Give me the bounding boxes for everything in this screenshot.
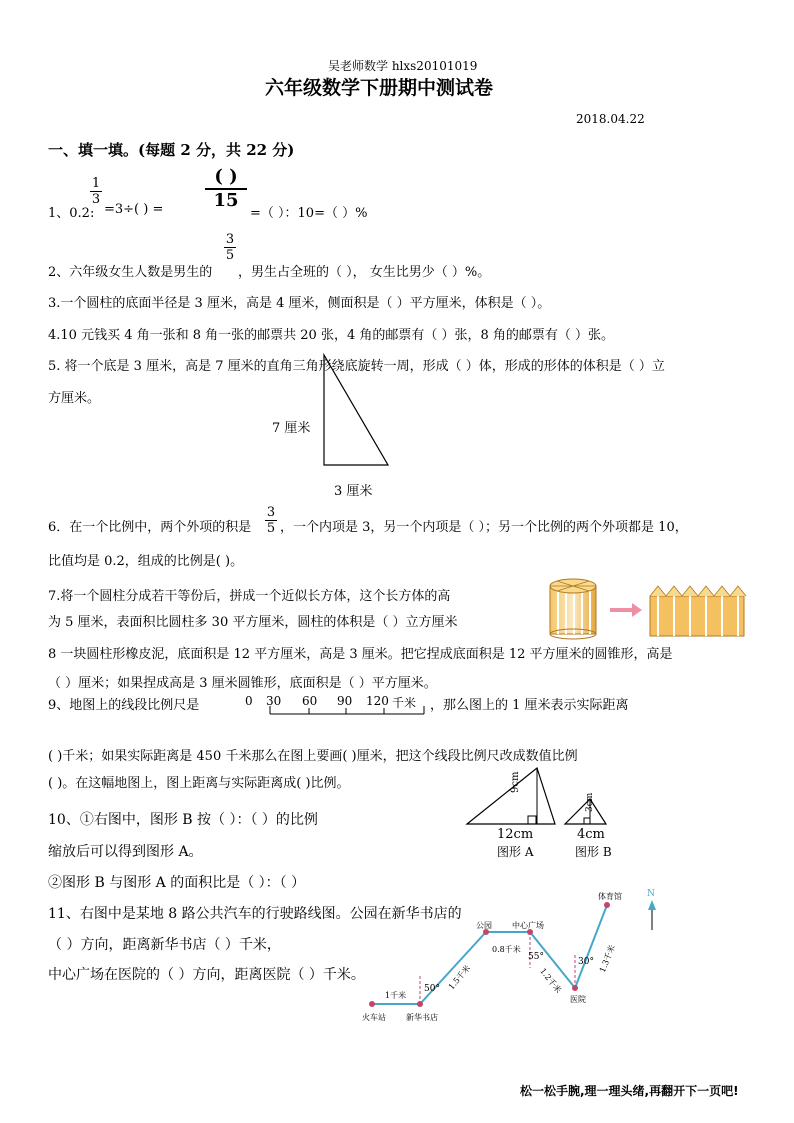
q9-line3: ( )。在这幅地图上，图上距离与实际距离成( )比例。 [48, 776, 350, 791]
q1-frac-num: 1 [91, 176, 101, 191]
station-yiyuan: 医院 [570, 995, 586, 1004]
q9-text-a: 9、地图上的线段比例尺是 [48, 698, 200, 713]
q7-line2: 为 5 厘米，表面积比圆柱多 30 平方厘米，圆柱的体积是（ ）立方厘米 [48, 615, 458, 630]
north-label: N [647, 889, 655, 899]
q10-line3: ②图形 B 与图形 A 的面积比是（ ）：（ ） [48, 875, 306, 891]
dist-1: 1千米 [385, 991, 407, 1000]
q3-text: 3.一个圆柱的底面半径是 3 厘米，高是 4 厘米，侧面积是（ ）平方厘米，体积是（ ）。 [48, 296, 551, 311]
q1-suffix: =（ ）：10=（ ）% [250, 206, 368, 221]
q9-text-b: ，那么图上的 1 厘米表示实际距离 [430, 698, 629, 713]
q5-base-label: 3 厘米 [334, 484, 373, 499]
scale-tick-60: 60 [302, 694, 318, 708]
q11-line3: 中心广场在医院的（ ）方向，距离医院（ ）千米。 [48, 967, 365, 983]
q1-frac-den: 3 [91, 192, 101, 207]
q6-frac-den: 5 [266, 521, 276, 536]
q11-line1: 11、右图中是某地 8 路公共汽车的行驶路线图。公园在新华书店的 [48, 906, 462, 922]
q6-text-a: 6．在一个比例中，两个外项的积是 [48, 520, 252, 535]
q6-frac-num: 3 [266, 505, 276, 520]
q2-frac-num: 3 [225, 232, 235, 247]
q2-text-b: ，男生占全班的（ ）， 女生比男少（ ）%。 [238, 265, 491, 280]
scale-tick-120: 120 [366, 694, 389, 708]
figA-base: 12cm [497, 827, 534, 842]
q8-line2: （ ）厘米；如果捏成高是 3 厘米圆锥形，底面积是（ ）平方厘米。 [48, 676, 437, 691]
q1-mid: =3÷( ) = [104, 202, 164, 217]
q5-line1: 5. 将一个底是 3 厘米，高是 7 厘米的直角三角形绕底旋转一周，形成（ ）体，形成的形体的体积是（ ）立 [48, 359, 665, 374]
figA-name: 图形 A [497, 845, 534, 859]
q10-line1: 10、①右图中，图形 B 按（ ）：（ ）的比例 [48, 812, 318, 828]
q11-line2: （ ）方向，距离新华书店（ ）千米， [48, 937, 281, 953]
q5-height-label: 7 厘米 [272, 421, 311, 436]
figB-name: 图形 B [575, 845, 612, 859]
figA-height: 9cm [510, 771, 521, 793]
dist-5: 1.3千米 [597, 943, 618, 974]
q9-line2: ( )千米；如果实际距离是 450 千米那么在图上要画( )厘米，把这个线段比例尺改成数值比例 [48, 749, 578, 764]
q10-line2: 缩放后可以得到图形 A。 [48, 844, 203, 860]
angle-50: 50° [424, 984, 440, 994]
q4-text: 4.10 元钱买 4 角一张和 8 角一张的邮票共 20 张，4 角的邮票有（ ）张，8 角的邮票有（ ）张。 [48, 328, 615, 343]
q1-prefix: 1、0.2: [48, 206, 95, 221]
q8-line1: 8 一块圆柱形橡皮泥，底面积是 12 平方厘米，高是 3 厘米。把它捏成底面积是 12 平方厘米的圆锥形，高是 [48, 647, 673, 662]
station-tiyuguan: 体育馆 [598, 892, 622, 901]
date: 2018.04.22 [576, 112, 645, 126]
q2-frac-den: 5 [225, 248, 235, 263]
station-huochezhan: 火车站 [362, 1013, 386, 1022]
angle-55: 55° [528, 952, 544, 962]
dist-3: 0.8千米 [492, 945, 521, 954]
section-heading: 一、填一填。(每题 2 分，共 22 分) [48, 141, 295, 159]
q1-big-num: ( ) [214, 166, 238, 187]
q2-text-a: 2、六年级女生人数是男生的 [48, 265, 213, 280]
author-line: 吴老师数学 hlxs20101019 [328, 59, 478, 73]
station-zhongxin: 中心广场 [512, 921, 544, 930]
scale-tick-90: 90 [337, 694, 353, 708]
scale-unit: 千米 [392, 696, 417, 710]
figB-base: 4cm [577, 827, 605, 842]
angle-30: 30° [578, 957, 594, 967]
q6-text-b: ，一个内项是 3，另一个内项是（ ）；另一个比例的两个外项都是 10， [280, 520, 688, 535]
q6-line2: 比值均是 0.2，组成的比例是( )。 [48, 554, 244, 569]
footer-note: 松一松手腕,理一理头绪,再翻开下一页吧! [520, 1084, 739, 1098]
dist-4: 1.2千米 [538, 966, 563, 995]
q5-line2: 方厘米。 [48, 391, 101, 406]
dist-2: 1.5千米 [446, 963, 473, 992]
scale-tick-30: 30 [266, 694, 282, 708]
station-xinhua: 新华书店 [406, 1013, 438, 1022]
scale-tick-0: 0 [245, 694, 253, 708]
page-title: 六年级数学下册期中测试卷 [265, 77, 494, 99]
q7-line1: 7.将一个圆柱分成若干等份后，拼成一个近似长方体，这个长方体的高 [48, 589, 451, 604]
figB-height: 3cm [585, 792, 595, 812]
station-gongyuan: 公园 [476, 921, 492, 930]
q1-big-den: 15 [205, 188, 247, 212]
